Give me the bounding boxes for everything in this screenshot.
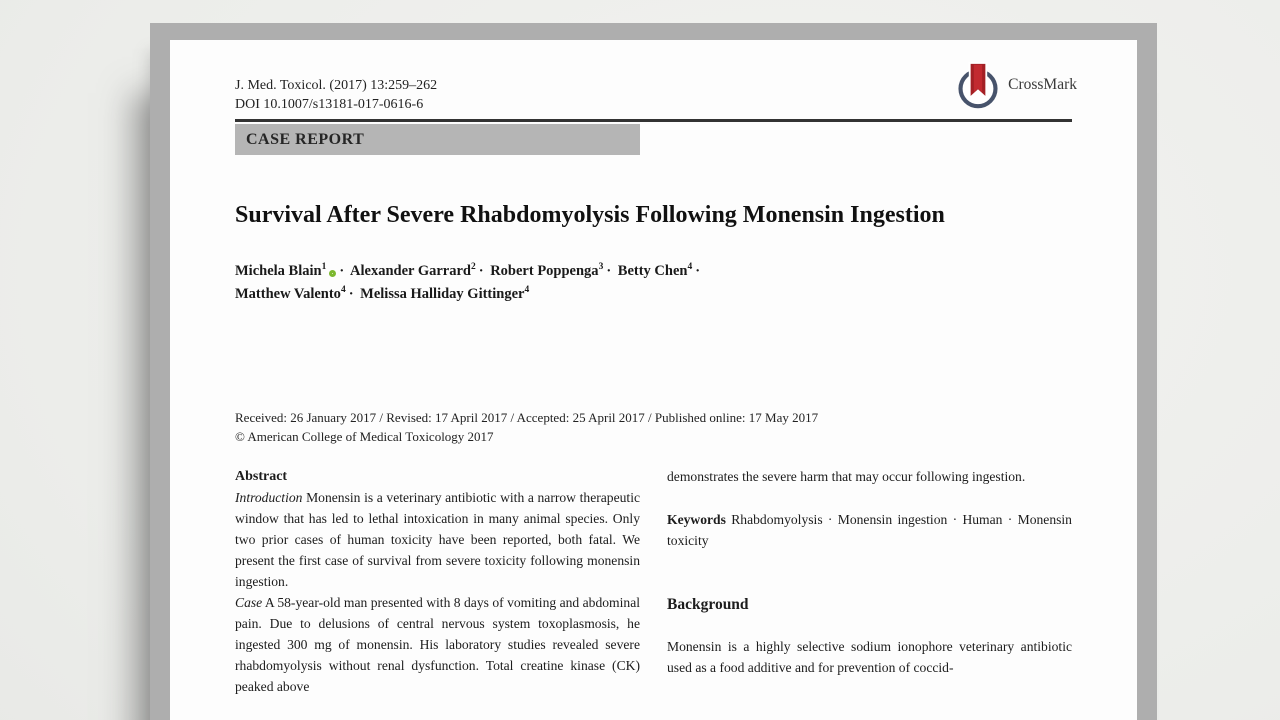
keywords-block	[667, 509, 1072, 551]
keywords-text: Rhabdomyolysis · Monensin ingestion · Human · Monensin toxicity	[667, 512, 1072, 548]
article-history	[235, 409, 1072, 446]
author-separator: ·	[339, 263, 345, 279]
author-separator: ·	[606, 263, 612, 279]
two-column-body	[235, 466, 1072, 697]
crossmark-label: CrossMark	[1008, 76, 1077, 93]
article-type-banner	[235, 124, 640, 155]
abstract-case-text: A 58-year-old man presented with 8 days of vomiting and abdominal pain. Due to delusions of central nervous system toxoplasmosis, he ingested 300 mg of monensin. His laboratory studies revealed severe rhabdomyolysis without renal dysfunction. Total creatine kinase (CK) peaked above	[235, 595, 640, 694]
author-name: Alexander Garrard$^2$	[350, 262, 476, 279]
author-separator: ·	[348, 286, 354, 302]
background-text: Monensin is a highly selective sodium ionophore veterinary antibiotic used as a food additive and for prevention of coccid-	[667, 639, 1072, 675]
crossmark-badge[interactable]	[955, 60, 1077, 110]
crossmark-icon	[955, 60, 1001, 110]
author-list	[235, 260, 815, 306]
paper-frame	[150, 23, 1157, 720]
abstract-case	[235, 592, 640, 697]
background-heading: Background	[667, 596, 749, 613]
article-type-label: CASE REPORT	[246, 130, 365, 148]
copyright-line: © American College of Medical Toxicology 2017	[235, 428, 494, 444]
abstract-case-label: Case	[235, 595, 263, 610]
author-name: Robert Poppenga$^3$	[490, 262, 604, 279]
author-separator: ·	[695, 263, 701, 279]
abstract-intro-label: Introduction	[235, 490, 303, 505]
abstract-heading: Abstract	[235, 469, 288, 484]
abstract-continuation: demonstrates the severe harm that may occur following ingestion.	[667, 469, 1026, 484]
history-line: Received: 26 January 2017 / Revised: 17 April 2017 / Accepted: 25 April 2017 / Published online: 17 May 2017	[235, 410, 819, 425]
right-column	[667, 466, 1072, 697]
journal-doi: DOI 10.1007/s13181-017-0616-6	[235, 97, 424, 112]
header-rule	[235, 119, 1072, 122]
abstract-introduction	[235, 487, 640, 592]
article-title: Survival After Severe Rhabdomyolysis Following Monensin Ingestion	[235, 202, 945, 228]
author-separator: ·	[478, 263, 484, 279]
journal-citation: J. Med. Toxicol. (2017) 13:259–262	[235, 78, 438, 93]
journal-reference	[235, 76, 1072, 114]
keywords-label: Keywords	[667, 512, 726, 527]
journal-page	[170, 40, 1137, 720]
author-name: Betty Chen$^4$	[617, 262, 693, 279]
abstract-intro-text: Monensin is a veterinary antibiotic with a narrow therapeutic window that has led to lethal intoxication in many animal species. Only two prior cases of human toxicity have been reported, both fatal. We present the first case of survival from severe toxicity following monensin ingestion.	[235, 490, 640, 589]
author-name: Matthew Valento$^4$	[235, 285, 346, 302]
abstract-column	[235, 466, 640, 697]
author-name: Michela Blain$^1$	[235, 263, 336, 279]
author-name: Melissa Halliday Gittinger$^4$	[360, 285, 530, 302]
